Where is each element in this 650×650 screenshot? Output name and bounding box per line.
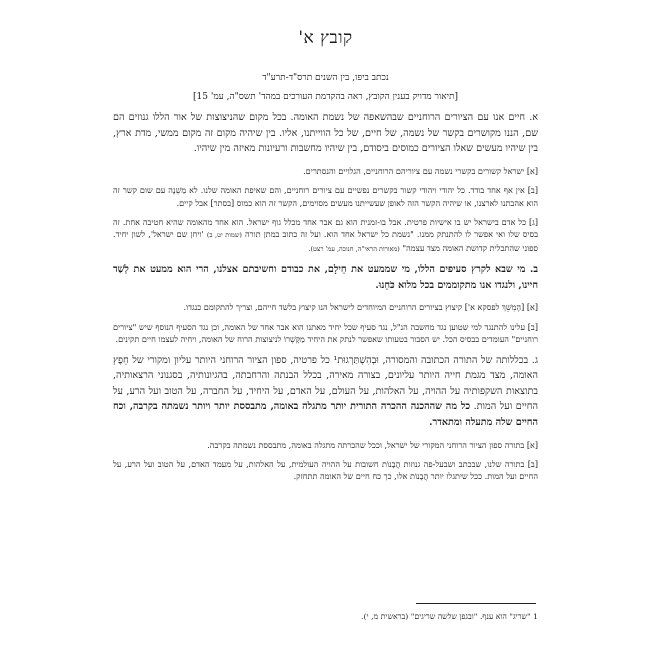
section-alef-note-3-source-1: (שמות יט, ב) xyxy=(206,231,242,240)
reference-note: [תיאור מדויק בענין הקובץ, ראה בהקדמת העורכים במהד' תשס"ה, עמ' 15] xyxy=(193,92,458,102)
section-gimel-note-2: [ב] בתורה שלנו, שבכתב ושבעל-פה גנוזות הֲבָנוֹת חשובות על ההויה העולמית, על האלהות, על מעמד האדם, על הטוב ועל הרע, על החיים ועל המות. ככל שיתגלו יותר הֲבָנוֹת אלו, כך כח חיים של האומה תתחזק. xyxy=(113,459,538,482)
section-gimel-body-text: ג. בכללותה של התורה הכתובה והמסורה, וּבְהִשְׁתַּרְגוּת¹ כל פרטיה, ספון הציור הרוחני היותר עליון ומקורי של חֵפֶץ האומה, מצד מגמת חייה היותר עליונים, בצורה מאירה, בכלל הבנתה והרחבתה, בהגיונותיה, בסגנוני הרצאותיה, בתוצאות השקפותיה על ההויה, על האלהות, על העולם, על האדם, על היחיד, על החברה, על הטוב ועל הרע, על החיים ועל המות. xyxy=(113,354,538,413)
section-gimel-body-bold: כל מה שההכנה ההכרה התורית יותר מתגלה באומה, מתבססת יותר ויותר נשמתה בקרבה, וכח החיים שלה מתעלה ומתאדר. xyxy=(113,401,538,428)
footnote-rule xyxy=(416,603,536,604)
section-alef-note-3-source-2: (מאורות הראי"ה, חנוכה, עמ' רצט). xyxy=(308,244,400,253)
footnote: 1 "שריג" הוא ענף. "ובגפן שלשה שריגים" (בראשית מ, י). xyxy=(361,612,538,621)
document-page xyxy=(113,28,538,490)
written-note: נכתב ביפו, בין השנים תרס"ד-תרע"ד xyxy=(262,73,389,83)
section-alef-body: א. חיים אנו עם הציורים הרוחניים שבהשאפה של נשמת האומה. בכל מקום שהניצוצות של אור הללו גנוזים הם שם, הננו מקושרים בקשר של נשמה, של חיים, של כל הווייתנו, אליו. בין שיהיה מקום זה מקום ממשי, מדת ארץ, בין שיהיו מעשים שאלו הציורים כמוסים ביסודם, בין שיהיו מחשבות ורעיונות מאיזה מין שיהיו. xyxy=(113,112,538,155)
section-alef-note-2: [ב] אין אף אחד בודד. כל יהודי ויהודי קשור בקשרים נפשיים עם ציורים רוחניים, והם שאיפת האומה שלנו. לא מַשְׁנֶה עם שום קשר זה הוא אהבתנו לארצנו, או שיהיה הקשר הזה לאופן שעשייתנו מעשים מסוימים, הקשר זה הוא כמוס [בסתר] אבל קיים. xyxy=(113,185,538,208)
section-gimel-note-1: [א] בתורה ספון הציור הרוחני המקורי של ישראל, וככל שהכרתה מתגלה באומה, מתבססת נשמתה בקרבה. xyxy=(207,439,538,450)
section-alef-note-3-text-2: 'ויחן שם ישראל', לשון יחיד. ספוני שהתכלית קדושת האומה מצד עצמה" xyxy=(113,229,538,253)
section-bet-note-1: [א] [הֶמְשֵׁךְ לפסקא א'] קיצוץ בציורים הרוחניים המיוחדים לישראל הנו קיצוץ בלשד חייהם, וצריך להתקומם כנגדו. xyxy=(183,302,538,313)
section-alef-note-3 xyxy=(113,216,538,255)
section-alef-note-3-text: [ג] כל אדם בישראל יש בו אישיות פרטית. אבל בו-זמנית הוא גם אבר אחד מכלל גוף ישראל. הוא אחד מהאומה שהיא חטיבה אחת. זה בסיס שלו ואי אפשר לו להתנתק ממנו. "נשמת כל ישראל אחד הוא. ועל זה כתוב במתן תורה xyxy=(113,217,539,240)
section-bet-body: ב. מי שבא לקרץ סעיפים הללו, מי שממעט את חֵילָם, את כבודם וחשיבתם אצלנו, הרי הוא ממעט את לְשַׁד חיינו, ולנגדו אנו מתקוממים בכל מלוא כֹּחֵנוּ. xyxy=(113,264,538,291)
page-title: קובץ א' xyxy=(298,28,353,48)
section-alef-note-1: [א] ישראל קשורים בקשרי נשמה עם ציוריהם הרוחניים, הגלויים והנסתרים. xyxy=(303,165,538,176)
section-bet-note-2: [ב] עלינו להתנגד למי שטוען נגד מחשבה הנ"ל, נגד סעיף שכל יחיד מאתנו הוא אבר אחד של האומה, וכן נגד הסעיף הנוסף שיש "ציורים רוחניים" העומדים בבסיס הכל. יש הסבור בטעותו שאפשר לנתק את היחיד מַקָּשְׁרוֹ לניצוצות הרוח של האומה, ויחיה לעצמו חיים תקינים. xyxy=(113,321,538,345)
section-gimel-body xyxy=(113,353,538,431)
